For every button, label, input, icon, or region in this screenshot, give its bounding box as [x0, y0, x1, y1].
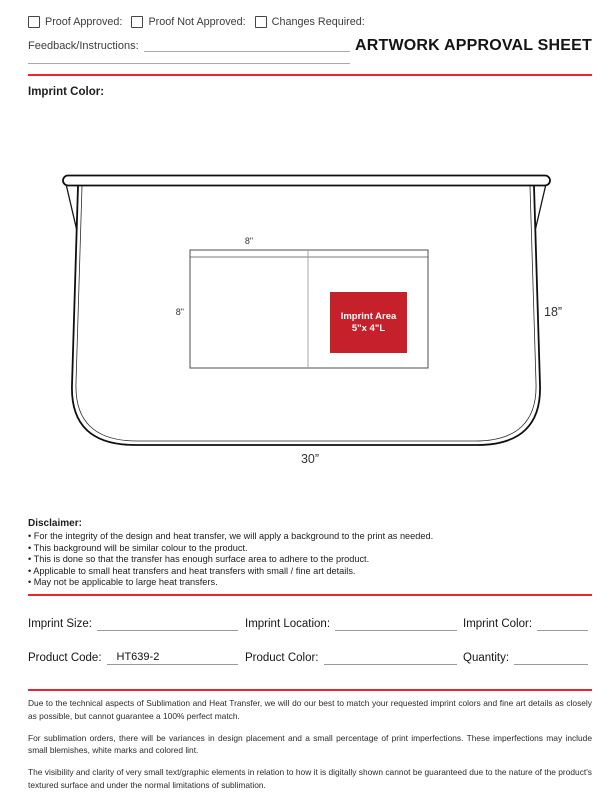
imprint-color-field [463, 616, 588, 631]
imprint-location-write-line[interactable] [335, 616, 457, 631]
imprint-color-label: Imprint Color: [463, 618, 533, 630]
imprint-size-label: Imprint Size: [28, 618, 92, 630]
pocket-width-dimension: 8" [244, 236, 254, 246]
product-code-field [28, 650, 238, 665]
footer-divider-rule [28, 689, 592, 691]
form-top-divider-rule [28, 594, 592, 596]
footer-paragraph: Due to the technical aspects of Sublimation and Heat Transfer, we will do our best to match your requested imprint colors and fine art details as closely as possible, but cannot guarantee a 100% perfect match. [28, 698, 592, 721]
disclaimer-section [28, 518, 558, 589]
disclaimer-title: Disclaimer: [28, 518, 82, 529]
form-row-1 [28, 616, 588, 631]
disclaimer-bullet: • This is done so that the transfer has enough surface area to adhere to the product. [28, 554, 370, 565]
form-row-2 [28, 650, 588, 665]
product-color-field [245, 650, 457, 665]
imprint-area-box [330, 292, 407, 353]
footer-paragraph: For sublimation orders, there will be variances in design placement and a small percentage of print imperfections. These imperfections may include small blemishes, white marks and colored lint. [28, 732, 592, 756]
quantity-write-line[interactable] [514, 650, 588, 665]
quantity-label: Quantity: [463, 652, 510, 664]
checkbox-label: Changes Required: [271, 16, 365, 28]
product-width-dimension: 30” [300, 452, 320, 466]
checkbox-label: Proof Approved: [45, 16, 123, 28]
product-height-dimension: 18” [544, 305, 563, 319]
product-color-label: Product Color: [245, 652, 319, 664]
product-color-write-line[interactable] [324, 650, 457, 665]
checkbox-label: Proof Not Approved: [148, 16, 246, 28]
imprint-area-label: Imprint Area [340, 310, 397, 322]
footer-terms-section [28, 697, 592, 792]
product-code-label: Product Code: [28, 652, 102, 664]
imprint-area-size: 5"x 4"L [351, 322, 386, 334]
disclaimer-bullet: • May not be applicable to large heat transfers. [28, 577, 218, 588]
waistband-line [63, 176, 550, 186]
disclaimer-bullet: • For the integrity of the design and heat transfer, we will apply a background to the print as needed. [28, 531, 434, 541]
imprint-color-write-line[interactable] [537, 616, 588, 631]
imprint-location-field [245, 616, 457, 631]
feedback-instructions-label: Feedback/Instructions: [28, 40, 139, 52]
footer-paragraph: The visibility and clarity of very small text/graphic elements in relation to how it is digitally shown cannot be guaranteed due to the nature of the product's textured surface and under the normal limitations of sublimation. [28, 767, 592, 790]
product-code-value[interactable]: HT639-2 [107, 650, 238, 665]
disclaimer-bullet: • Applicable to small heat transfers and heat transfers with small / fine art details. [28, 565, 356, 576]
quantity-field [463, 650, 588, 665]
page-title: ARTWORK APPROVAL SHEET [354, 37, 592, 54]
disclaimer-bullet: • This background will be similar colour to the product. [28, 542, 248, 553]
pocket-height-dimension: 8" [175, 307, 184, 317]
imprint-size-field [28, 616, 238, 631]
imprint-color-heading: Imprint Color: [28, 86, 105, 98]
imprint-size-write-line[interactable] [97, 616, 238, 631]
imprint-location-label: Imprint Location: [245, 618, 331, 630]
